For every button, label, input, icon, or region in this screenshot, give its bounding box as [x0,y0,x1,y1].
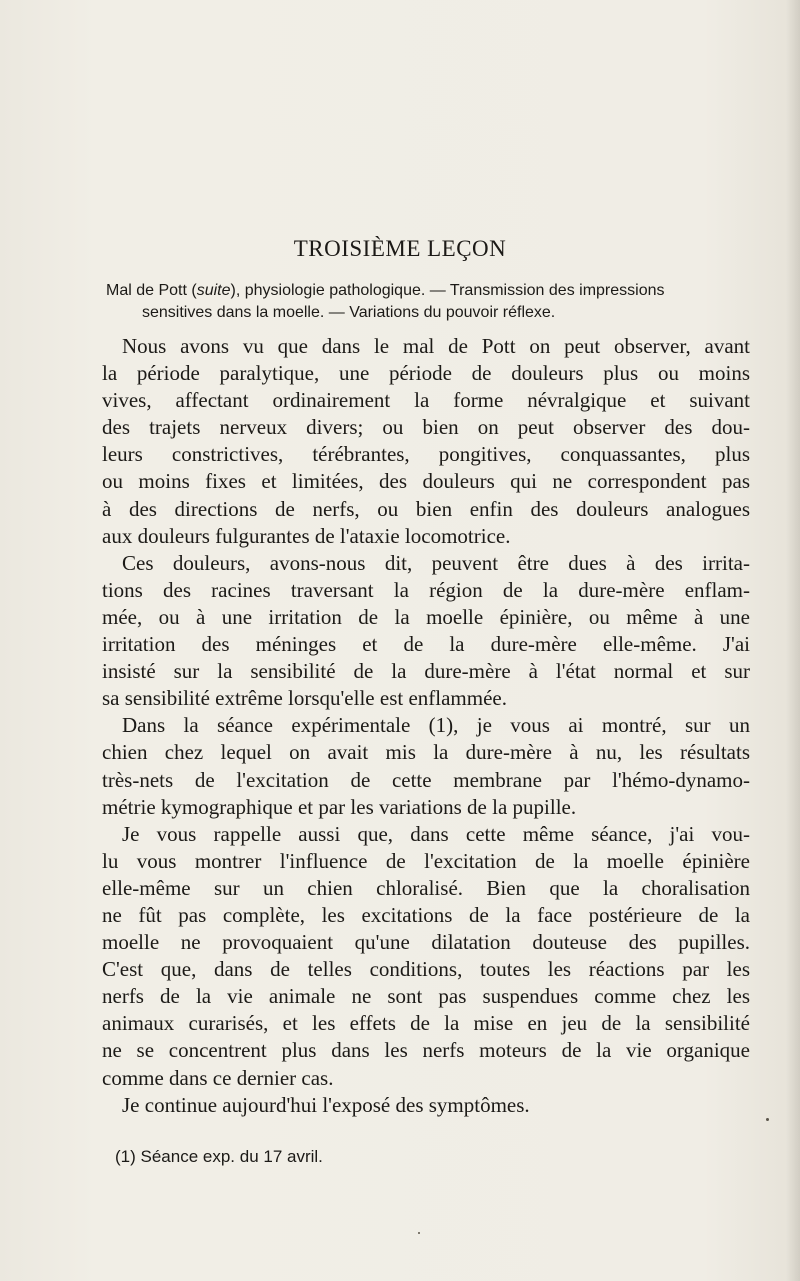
text-line: ou moins fixes et limitées, des douleurs qui ne correspondent pas [102,469,750,494]
text-line: nerfs de la vie animale ne sont pas suspendues comme chez les [102,984,750,1009]
summary-line-2: sensitives dans la moelle. — Variations du pouvoir réflexe. [142,304,556,321]
text-line: comme dans ce dernier cas. [102,1065,334,1090]
text-line: Je continue aujourd'hui l'exposé des symptômes. [122,1092,530,1117]
text-line: chien chez lequel on avait mis la dure-mère à nu, les résultats [102,740,750,765]
summary-suite: suite [196,282,231,299]
text-line: ne se concentrent plus dans les nerfs moteurs de la vie organique [102,1038,750,1063]
footnote: (1) Séance exp. du 17 avril. [115,1147,323,1166]
summary-line-1-rest: ), physiologie pathologique. — Transmission des impressions [230,282,665,299]
text-line: leurs constrictives, térébrantes, pongitives, conquassantes, plus [102,442,750,467]
text-line: métrie kymographique et par les variations de la pupille. [102,794,577,819]
text-line: aux douleurs fulgurantes de l'ataxie locomotrice. [102,523,511,548]
text-line: animaux curarisés, et les effets de la mise en jeu de la sensibilité [102,1011,750,1036]
text-line: Je vous rappelle aussi que, dans cette même séance, j'ai vou- [122,821,750,846]
page-edge-shadow [786,0,800,1281]
text-line: vives, affectant ordinairement la forme névralgique et suivant [102,388,750,413]
text-line: irritation des méninges et de la dure-mère elle-même. J'ai [102,632,750,657]
text-line: Nous avons vu que dans le mal de Pott on peut observer, avant [122,334,750,358]
chapter-summary [106,280,746,324]
text-line: lu vous montrer l'influence de l'excitation de la moelle épinière [102,848,750,873]
ink-speck [766,1118,769,1121]
text-line: C'est que, dans de telles conditions, toutes les réactions par les [102,957,750,982]
text-line: des trajets nerveux divers; ou bien on peut observer des dou- [102,415,750,440]
text-line: ne fût pas complète, les excitations de la face postérieure de la [102,902,750,927]
text-line: Dans la séance expérimentale (1), je vous ai montré, sur un [122,713,750,738]
text-line: elle-même sur un chien chloralisé. Bien que la choralisation [102,875,750,900]
text-line: Ces douleurs, avons-nous dit, peuvent être dues à des irrita- [122,550,750,575]
summary-prefix: Mal de Pott ( [106,282,197,299]
text-line: la période paralytique, une période de douleurs plus ou moins [102,361,750,386]
text-line: à des directions de nerfs, ou bien enfin des douleurs analogues [102,496,750,521]
text-line: tions des racines traversant la région de la dure-mère enflam- [102,577,750,602]
body-text [102,333,750,1119]
chapter-title: TROISIÈME LEÇON [293,236,507,261]
text-line: insisté sur la sensibilité de la dure-mère à l'état normal et sur [102,659,750,684]
text-line: sa sensibilité extrême lorsqu'elle est enflammée. [102,686,507,711]
summary-line-1 [106,280,746,302]
text-line: mée, ou à une irritation de la moelle épinière, ou même à une [102,604,750,629]
text-line: très-nets de l'excitation de cette membrane par l'hémo-dynamo- [102,767,750,792]
text-line: moelle ne provoquaient qu'une dilatation douteuse des pupilles. [102,930,750,955]
ink-speck [418,1232,420,1234]
